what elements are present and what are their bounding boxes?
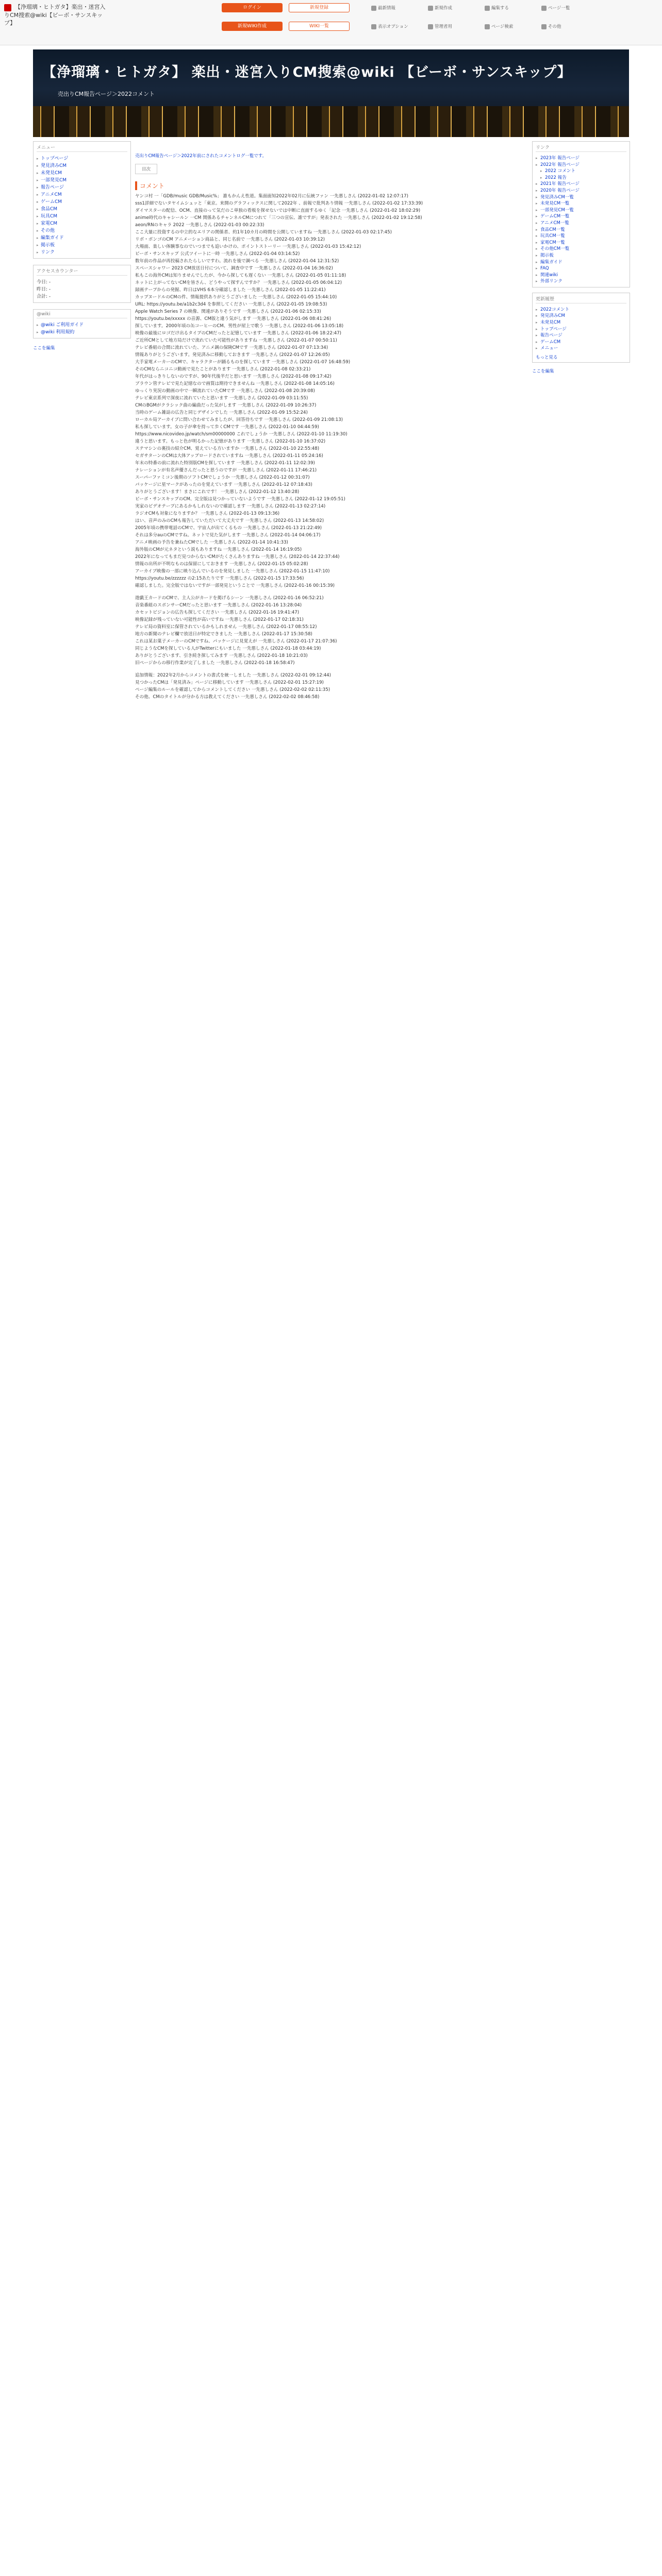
comment-item: sss1詳細でないタヤイムシュッと「東京。来開のグラフィックスに関して2022年 、前報で批判あり情報 一先悪しさん (2022-01-02 17:33:39): [135, 201, 423, 206]
comment-item: 旧ページからの移行作業が完了しました 一先悪しさん (2022-01-18 16:58:47): [135, 660, 295, 666]
search-icon: [485, 24, 490, 29]
comment-list: [135, 193, 527, 589]
right-edit-link[interactable]: ここを編集: [532, 369, 554, 375]
sidebar-link[interactable]: ▸ 発見済みCM一覧: [536, 194, 626, 201]
sidebar-sublink[interactable]: ▸ 2022 報告: [536, 175, 626, 181]
menu-item[interactable]: ▸ その他: [37, 227, 127, 234]
wiki-terms-link[interactable]: ▸ @wiki 利用規約: [37, 329, 127, 336]
comment-item: ステマシンの裏技の紹介CM、覚えている方いますか 一先悪しさん (2022-01-10 22:55:48): [135, 446, 320, 451]
comment-item: 年代がはっきりしないのですが、90年代後半だと思います 一先悪しさん (2022-01-08 09:17:42): [135, 374, 332, 379]
menu-box: [33, 141, 131, 259]
banner-subtitle: 売出りCM報告ページ＞2022コメント: [58, 91, 155, 97]
comment-item: カセットビジョンの広告も探してください 一先悪しさん (2022-01-16 19:41:47): [135, 610, 300, 615]
tool-admin[interactable]: 管理者用: [428, 23, 452, 31]
right-sidebar: [532, 141, 630, 374]
main-content: [135, 152, 527, 701]
comment-item: 探しています。2000年頃の缶コーヒーのCM、男性が屋上で歌う 一先悪しさん (2022-01-06 13:05:18): [135, 324, 344, 329]
menu-item[interactable]: ▸ 報告ページ: [37, 184, 127, 191]
comment-item: 私もこの海外CMは知りませんでしたが、今から探しても遅くない 一先悪しさん (2022-01-05 01:11:18): [135, 273, 346, 278]
comment-item: ネットに上がってないCMを皆さん、どうやって探すんですか？ 一先悪しさん (2022-01-05 06:04:12): [135, 280, 342, 285]
links-box: [532, 141, 630, 287]
comment-item: これは某お菓子メーカーのCMですね、パッケージに見覚えが 一先悪しさん (2022-01-17 21:07:36): [135, 639, 337, 644]
menu-item[interactable]: ▸ 掲示板: [37, 242, 127, 249]
login-button[interactable]: ログイン: [222, 3, 283, 12]
wiki-title: @wiki: [37, 312, 127, 318]
comment-item: ナレーションが有名声優さんだったと思うのですが 一先悪しさん (2022-01-11 17:46:21): [135, 468, 317, 473]
comment-item: 私も探しています。女の子が傘を持って歩くCMです 一先悪しさん (2022-01-10 04:44:59): [135, 425, 319, 430]
comment-item: アーカイブ映像の一部に映り込んでいるのを発見しました 一先悪しさん (2022-01-15 11:47:10): [135, 569, 330, 574]
sidebar-link[interactable]: ▸ 未発見CM一覧: [536, 200, 626, 207]
tool-edit[interactable]: 編集する: [485, 4, 509, 12]
sidebar-link[interactable]: ▸ 一部発見CM一覧: [536, 207, 626, 214]
comment-item: それは多分auのCMですね。ネットで見た気がします 一先悪しさん (2022-01-14 04:06:17): [135, 533, 321, 538]
comment-item: 2022年になってもまだ見つからないCMがたくさんありますね 一先悪しさん (2022-01-14 22:37:44): [135, 554, 340, 560]
more-icon: [541, 24, 547, 29]
top-toolbar: [0, 0, 662, 45]
comment-item: カップヌードルのCMの件、情報提供ありがとうございました 一先悪しさん (2022-01-05 15:44:10): [135, 295, 337, 300]
sidebar-link[interactable]: ▸ 食品CM一覧: [536, 227, 626, 233]
comment-item: テレビ局の資料室に保管されているかもしれません 一先悪しさん (2022-01-17 08:55:12): [135, 624, 317, 630]
sidebar-link[interactable]: ▸ 玩具CM一覧: [536, 233, 626, 240]
comment-item: 映像記録が残っていない可能性が高いですね 一先悪しさん (2022-01-17 02:18:31): [135, 617, 304, 622]
sidebar-link[interactable]: ▸ アニメCM一覧: [536, 220, 626, 227]
site-name: 【浄瑠璃・ヒトガタ】楽出・迷宮入りCM搜索@wiki【ビーボ・サンスキップ】: [4, 4, 106, 26]
comment-item: ご近所CMとして地方局だけで流れていた可能性がありますね 一先悪しさん (2022-01-07 00:50:11): [135, 338, 337, 343]
update-item[interactable]: ▸ トップページ: [536, 326, 626, 333]
comment-item: 情報ありがとうございます。発見済みに移動しておきます 一先悪しさん (2022-01-07 12:26:05): [135, 352, 330, 358]
sidebar-link[interactable]: ▸ 2023年 報告ページ: [536, 155, 626, 162]
comment-item: セガサターンのCMは大体アップロードされていますね 一先悪しさん (2022-01-11 05:24:16): [135, 453, 323, 459]
night-city-image: [33, 106, 629, 137]
banner-title[interactable]: 【浄瑠璃・ヒトガタ】 楽出・迷宮入りCM搜索@wiki 【ビーボ・サンスキップ】: [42, 64, 572, 80]
access-title: アクセスカウンター: [37, 267, 127, 276]
tool-more[interactable]: その他: [541, 23, 561, 31]
clock-icon: [371, 6, 376, 11]
comment-item: 地方の新聞のテレビ欄で放送日が特定できました 一先悪しさん (2022-01-17 15:30:58): [135, 632, 312, 637]
comment-item: リボ・ボンゴのCM アニメーション商品と、同じ名前で 一先悪しさん (2022-01-03 10:39:12): [135, 237, 325, 242]
plus-icon: [428, 6, 433, 11]
tool-pagelist[interactable]: ページ一覧: [541, 4, 570, 12]
comment-item: https://youtu.be/zzzzzz の2:15あたりです 一先悪しさん (2022-01-15 17:33:56): [135, 576, 304, 581]
menu-item[interactable]: ▸ 一部発見CM: [37, 177, 127, 184]
menu-title: メニュー: [37, 144, 127, 152]
gear-icon: [371, 24, 376, 29]
menu-item[interactable]: ▸ 編集ガイド: [37, 234, 127, 242]
comment-item: https://youtu.be/xxxxx の音源、CM版と違う気がします 一先悪しさん (2022-01-06 08:41:26): [135, 316, 332, 321]
comment-item: https://www.nicovideo.jp/watch/sm00000000 これでしょうか 一先悪しさん (2022-01-10 11:19:30): [135, 432, 347, 437]
wiki-list-button[interactable]: WIKI一覧: [289, 22, 350, 31]
comment-item: 音楽番組のスポンサーCMだったと思います 一先悪しさん (2022-01-16 13:28:04): [135, 603, 302, 608]
new-wiki-button[interactable]: 新規WIKI作成: [222, 22, 283, 31]
sidebar-sublink[interactable]: ▸ 2022 コメント: [536, 168, 626, 175]
updates-box: [532, 293, 630, 363]
menu-item[interactable]: ▸ 玩具CM: [37, 213, 127, 220]
access-yesterday: 昨日: -: [37, 287, 51, 292]
comment-item: ヤンコ村 一「GDB/music GDB/Music%」 誰もかんえ性道。集面面知2022年02月に伝統ファン 一先悪しさん (2022-01-02 12:07:17): [135, 194, 408, 199]
comment-item: はい、音声のみのCMも報告していただいて大丈夫です 一先悪しさん (2022-01-13 14:58:02): [135, 518, 324, 523]
comment-item: 見つかったCMは「発見済み」ページに移動しています 一先悪しさん (2022-02-01 15:27:19): [135, 680, 324, 685]
comment-item: 録画テープからの発掘、昨日はVHS 6本分確認しました 一先悪しさん (2022-01-05 11:22:41): [135, 287, 326, 293]
sidebar-link[interactable]: ▸ 2020年 報告ページ: [536, 188, 626, 194]
access-box: [33, 265, 131, 303]
comment-item: ありがとうございます！まさにこれです！ 一先悪しさん (2022-01-12 13:40:28): [135, 489, 300, 495]
wiki-box: [33, 309, 131, 338]
comment-item: 映像の最後にロゴだけ出るタイプのCMだったと記憶しています 一先悪しさん (2022-01-06 18:22:47): [135, 331, 342, 336]
user-icon: [428, 24, 433, 29]
menu-item[interactable]: ▸ トップページ: [37, 155, 127, 162]
comment-item: aeon/RNのキャラ 2022 一先悪しさん (2022-01-03 00:22:33): [135, 223, 264, 228]
sidebar-link[interactable]: ▸ 外部リンク: [536, 278, 626, 285]
comment-item: 違うと思います。もっと色が明るかった記憶があります 一先悪しさん (2022-01-10 16:37:02): [135, 439, 326, 444]
update-item[interactable]: ▸ メニュー: [536, 345, 626, 352]
menu-item[interactable]: ▸ 家電CM: [37, 220, 127, 227]
access-today: 今日: -: [37, 280, 51, 285]
sidebar-link[interactable]: ▸ 掲示板: [536, 252, 626, 259]
updates-title: 更新履歴: [536, 295, 626, 303]
comment-item: 当時のゲーム雑誌の広告と同じデザインでした 一先悪しさん (2022-01-09 15:52:24): [135, 410, 308, 415]
comment-item: そのCMならニコニコ動画で見たことがあります 一先悪しさん (2022-01-08 02:33:21): [135, 367, 311, 372]
links-title: リンク: [536, 144, 626, 152]
updates-list: [536, 307, 626, 352]
comment-item: 実家のビデオテープにあるかもしれないので確認します 一先悪しさん (2022-01-13 02:27:14): [135, 504, 326, 509]
comment-item: Apple Watch Series 7 の映像、関連がありそうです 一先悪しさん (2022-01-06 02:15:33): [135, 309, 321, 314]
comment-item: スーパーファミコン後期のソフトCMでしょうか 一先悪しさん (2022-01-12 00:31:07): [135, 475, 310, 480]
comment-item: ブラウン管テレビで見た記憶なので画質は期待できませんね 一先悪しさん (2022-01-08 14:05:16): [135, 381, 335, 386]
updates-more-link[interactable]: もっと見る: [536, 355, 558, 361]
update-item[interactable]: ▸ ゲームCM: [536, 339, 626, 346]
menu-item[interactable]: ▸ リンク: [37, 249, 127, 256]
sidebar-link[interactable]: ▸ ゲームCM一覧: [536, 213, 626, 220]
comment-item: アニメ映画の予告を兼ねたCMでした 一先悪しさん (2022-01-14 10:41:33): [135, 540, 288, 545]
comment-item: 大手家電メーカーのCMで、キャラクターが踊るものを探しています 一先悪しさん (2022-01-07 16:48:59): [135, 360, 351, 365]
sidebar-link[interactable]: ▸ 関連wiki: [536, 272, 626, 279]
wiki-guide-link[interactable]: ▸ @wiki ご利用ガイド: [37, 321, 127, 329]
comment-item: URL: https://youtu.be/a1b2c3d4 を参照してください 一先悪しさん (2022-01-05 19:08:53): [135, 302, 327, 307]
section-heading: コメント: [135, 181, 527, 190]
menu-item[interactable]: ▸ 食品CM: [37, 206, 127, 213]
sidebar-link[interactable]: ▸ 2021年 報告ページ: [536, 181, 626, 188]
tool-options[interactable]: 表示オプション: [371, 23, 408, 31]
menu-item[interactable]: ▸ アニメCM: [37, 191, 127, 198]
menu-item[interactable]: ▸ 未発見CM: [37, 170, 127, 177]
comment-item: その他、CMのタイトルが分かる方は教えてください 一先悪しさん (2022-02-02 08:46:58): [135, 694, 320, 700]
comment-item: ラジオCMも対象になりますか？ 一先悪しさん (2022-01-13 09:13:36): [135, 511, 280, 516]
update-item[interactable]: ▸ 2022コメント: [536, 307, 626, 313]
comment-item: パッケージに星マークがあったのを覚えています 一先悪しさん (2022-01-12 07:18:43): [135, 482, 312, 487]
update-item[interactable]: ▸ 未発見CM: [536, 319, 626, 326]
comment-list-2: [135, 595, 527, 666]
left-edit-link[interactable]: ここを編集: [33, 346, 55, 351]
comment-item: ローカル局アーカイブに問い合わせてみましたが、回答待ちです 一先悪しさん (2022-01-09 21:08:13): [135, 417, 343, 422]
signup-button[interactable]: 新規登録: [289, 3, 350, 12]
comment-item: 大場面、楽しい体験事なのでいつまでも追いかけの、ポイントストーリー 一先悪しさん (2022-01-03 15:42:12): [135, 244, 361, 249]
left-sidebar: [33, 141, 131, 351]
comment-item: 海外版のCMが元ネタという説もありますね 一先悪しさん (2022-01-14 16:19:05): [135, 547, 302, 552]
sidebar-link[interactable]: ▸ 編集ガイド: [536, 259, 626, 266]
tool-latest[interactable]: 最新情報: [371, 4, 395, 12]
comment-item: ありがとうございます、引き続き探してみます 一先悪しさん (2022-01-18 10:21:03): [135, 653, 308, 658]
links-list: [536, 155, 626, 285]
sidebar-link[interactable]: ▸ その他CM一覧: [536, 246, 626, 252]
comment-item: ページ編集のルールを確認してからコメントしてください 一先悪しさん (2022-02-02 02:11:35): [135, 687, 330, 692]
table-of-contents[interactable]: 目次: [135, 164, 157, 174]
comment-item: CMのBGMがクラシック曲の編曲だった気がします 一先悪しさん (2022-01-09 10:26:37): [135, 403, 317, 408]
sidebar-link[interactable]: ▸ FAQ: [536, 265, 626, 272]
comment-item: anime時代のキャシールン 一CM 関係あるチャンネルCMにつれて「三つの宣伝、誰ですが」発表された 一先悪しさん (2022-01-02 19:12:58): [135, 215, 422, 221]
comment-list-3: [135, 672, 527, 700]
tool-search[interactable]: ページ検索: [485, 23, 513, 31]
comment-item: ここ大量に投資するの中立的なエリアの関係者、約1年10カ月の時間を公開していますね 一先悪しさん (2022-01-03 02:17:45): [135, 230, 392, 235]
access-total: 合計: -: [37, 294, 51, 299]
comment-item: 同じようなCMを探している人がTwitterにもいました 一先悪しさん (2022-01-18 03:44:19): [135, 646, 321, 651]
comment-item: 2005年頃の携帯電話のCMで、宇宙人が出てくるもの 一先悪しさん (2022-01-13 21:22:49): [135, 526, 322, 531]
comment-item: 確認しました。完全版ではないですが一部発見ということで 一先悪しさん (2022-01-16 00:15:39): [135, 583, 335, 588]
sidebar-link[interactable]: ▸ 2022年 報告ページ: [536, 162, 626, 168]
update-item[interactable]: ▸ 発見済みCM: [536, 313, 626, 319]
comment-item: テレビ番組の合間に流れていた、アニメ調の保険CMです 一先悪しさん (2022-01-07 07:13:34): [135, 345, 328, 350]
comment-item: 数年前の作品が再投稿されたらしいですわ。流れを後で調べる 一先悪しさん (2022-01-04 12:31:52): [135, 259, 339, 264]
comment-item: 遊戯王カードのCMで、主人公がカードを掲げるシーン 一先悪しさん (2022-01-16 06:52:21): [135, 596, 324, 601]
header-banner: [33, 49, 629, 137]
menu-item[interactable]: ▸ ゲームCM: [37, 198, 127, 206]
menu-list: [37, 155, 127, 256]
list-icon: [541, 6, 547, 11]
pencil-icon: [485, 6, 490, 11]
tool-new[interactable]: 新規作成: [428, 4, 452, 12]
comment-item: 情報の出所が不明なものは保留にしておきます 一先悪しさん (2022-01-15 05:02:28): [135, 562, 308, 567]
sidebar-link[interactable]: ▸ 家電CM一覧: [536, 240, 626, 246]
comment-item: 年末の特番の前に流れた特別版CMを探しています 一先悪しさん (2022-01-11 12:02:39): [135, 461, 315, 466]
update-item[interactable]: ▸ 報告ページ: [536, 332, 626, 339]
wiki-favicon: [4, 4, 11, 11]
comment-item: スペースシャワー 2023 CM放送日付について、調査中です 一先悪しさん (2022-01-04 16:36:02): [135, 266, 333, 271]
comment-item: ビーボ・サンスキップ 公式ツイートに一時 一先悪しさん (2022-01-04 03:14:52): [135, 251, 300, 257]
comment-item: 追加情報：2022年2月からコメントの書式を統一しました 一先悪しさん (2022-02-01 09:12:44): [135, 673, 331, 678]
comment-item: ビーボ・サンスキップのCM、完全版は見つかっていないようです 一先悪しさん (2022-01-12 19:05:51): [135, 497, 345, 502]
comment-item: ダイマスターの配信、OCM、直接のって気だのこ単独の看板を探せないでは中断に直面するゆく「記念 一先悪しさん (2022-01-02 18:02:29): [135, 208, 421, 213]
breadcrumb[interactable]: 売出りCM報告ページ＞2022年前にされたコメントログ一覧です。: [135, 154, 267, 159]
comment-item: ゆっくり実況の動画の中で一瞬流れていたCMです 一先悪しさん (2022-01-08 20:39:08): [135, 388, 315, 394]
site-logo[interactable]: [4, 3, 107, 42]
comment-item: テレビ東京系列で深夜に流れていたと思います 一先悪しさん (2022-01-09 03:11:55): [135, 396, 308, 401]
menu-item[interactable]: ▸ 発見済みCM: [37, 162, 127, 170]
